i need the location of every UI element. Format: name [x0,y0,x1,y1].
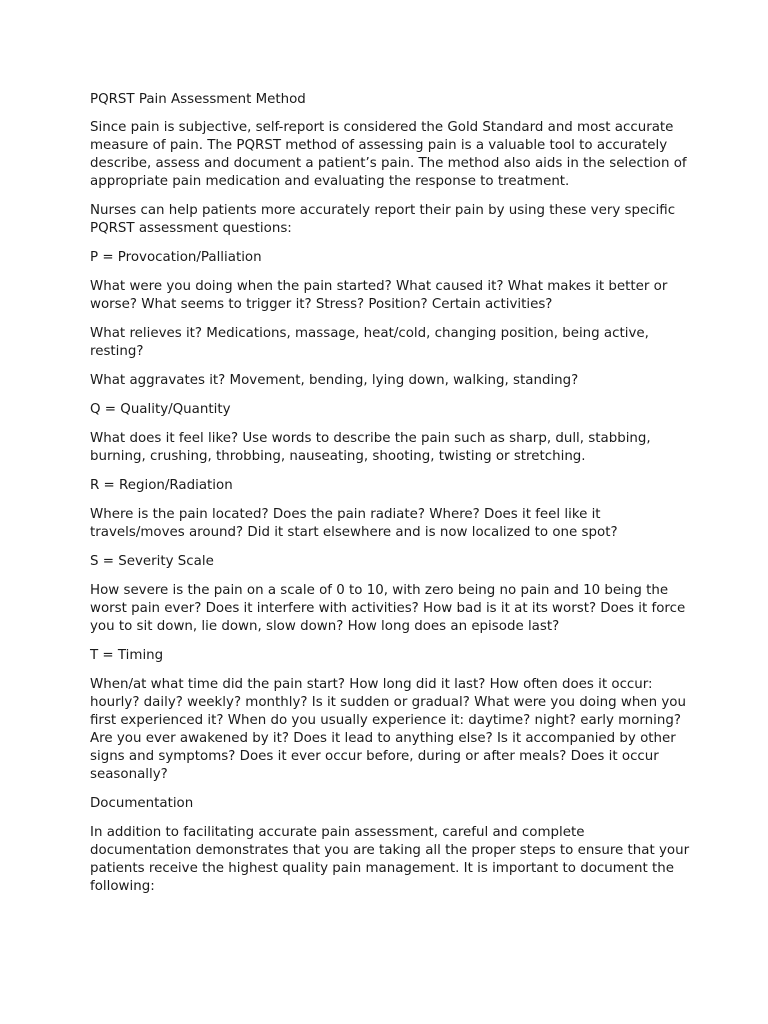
documentation-paragraph: In addition to facilitating accurate pain assessment, careful and complete documentation demonstrates that you are taking all the proper steps to ensure that your patients receive the highest quality pain management. It is important to document the following: [90,825,690,894]
section-heading-provocation: P = Provocation/Palliation [90,250,262,265]
section-heading-documentation: Documentation [90,796,194,811]
palliation-questions: What relieves it? Medications, massage, heat/cold, changing position, being active, resting? [90,326,649,359]
section-heading-quality: Q = Quality/Quantity [90,402,231,417]
nurses-paragraph: Nurses can help patients more accurately report their pain by using these very specific PQRST assessment questions: [90,203,676,236]
aggravation-questions: What aggravates it? Movement, bending, lying down, walking, standing? [90,373,579,388]
document-title: PQRST Pain Assessment Method [90,92,306,107]
section-heading-severity: S = Severity Scale [90,554,214,569]
section-heading-region: R = Region/Radiation [90,478,233,493]
document-body [90,91,690,907]
quality-questions: What does it feel like? Use words to describe the pain such as sharp, dull, stabbing, burning, crushing, throbbing, nauseating, shooting, twisting or stretching. [90,431,651,464]
severity-questions: How severe is the pain on a scale of 0 to 10, with zero being no pain and 10 being the worst pain ever? Does it interfere with activities? How bad is it at its worst? Does it force you to sit down, lie down, slow down? How long does an episode last? [90,583,686,634]
section-heading-timing: T = Timing [90,648,164,663]
region-questions: Where is the pain located? Does the pain radiate? Where? Does it feel like it travels/moves around? Did it start elsewhere and is now localized to one spot? [90,507,618,540]
intro-paragraph: Since pain is subjective, self-report is considered the Gold Standard and most accurate measure of pain. The PQRST method of assessing pain is a valuable tool to accurately describe, assess and document a patient’s pain. The method also aids in the selection of appropriate pain medication and evaluating the response to treatment. [90,120,687,189]
timing-questions: When/at what time did the pain start? How long did it last? How often does it occur: hourly? daily? weekly? monthly? Is it sudden or gradual? What were you doing when you first experienced it? When do you usually experience it: daytime? night? early morning? Are you ever awakened by it? Does it lead to anything else? Is it accompanied by other signs and symptoms? Does it ever occur before, during or after meals? Does it occur seasonally? [90,677,686,782]
provocation-questions: What were you doing when the pain started? What caused it? What makes it better or worse? What seems to trigger it? Stress? Position? Certain activities? [90,279,668,312]
